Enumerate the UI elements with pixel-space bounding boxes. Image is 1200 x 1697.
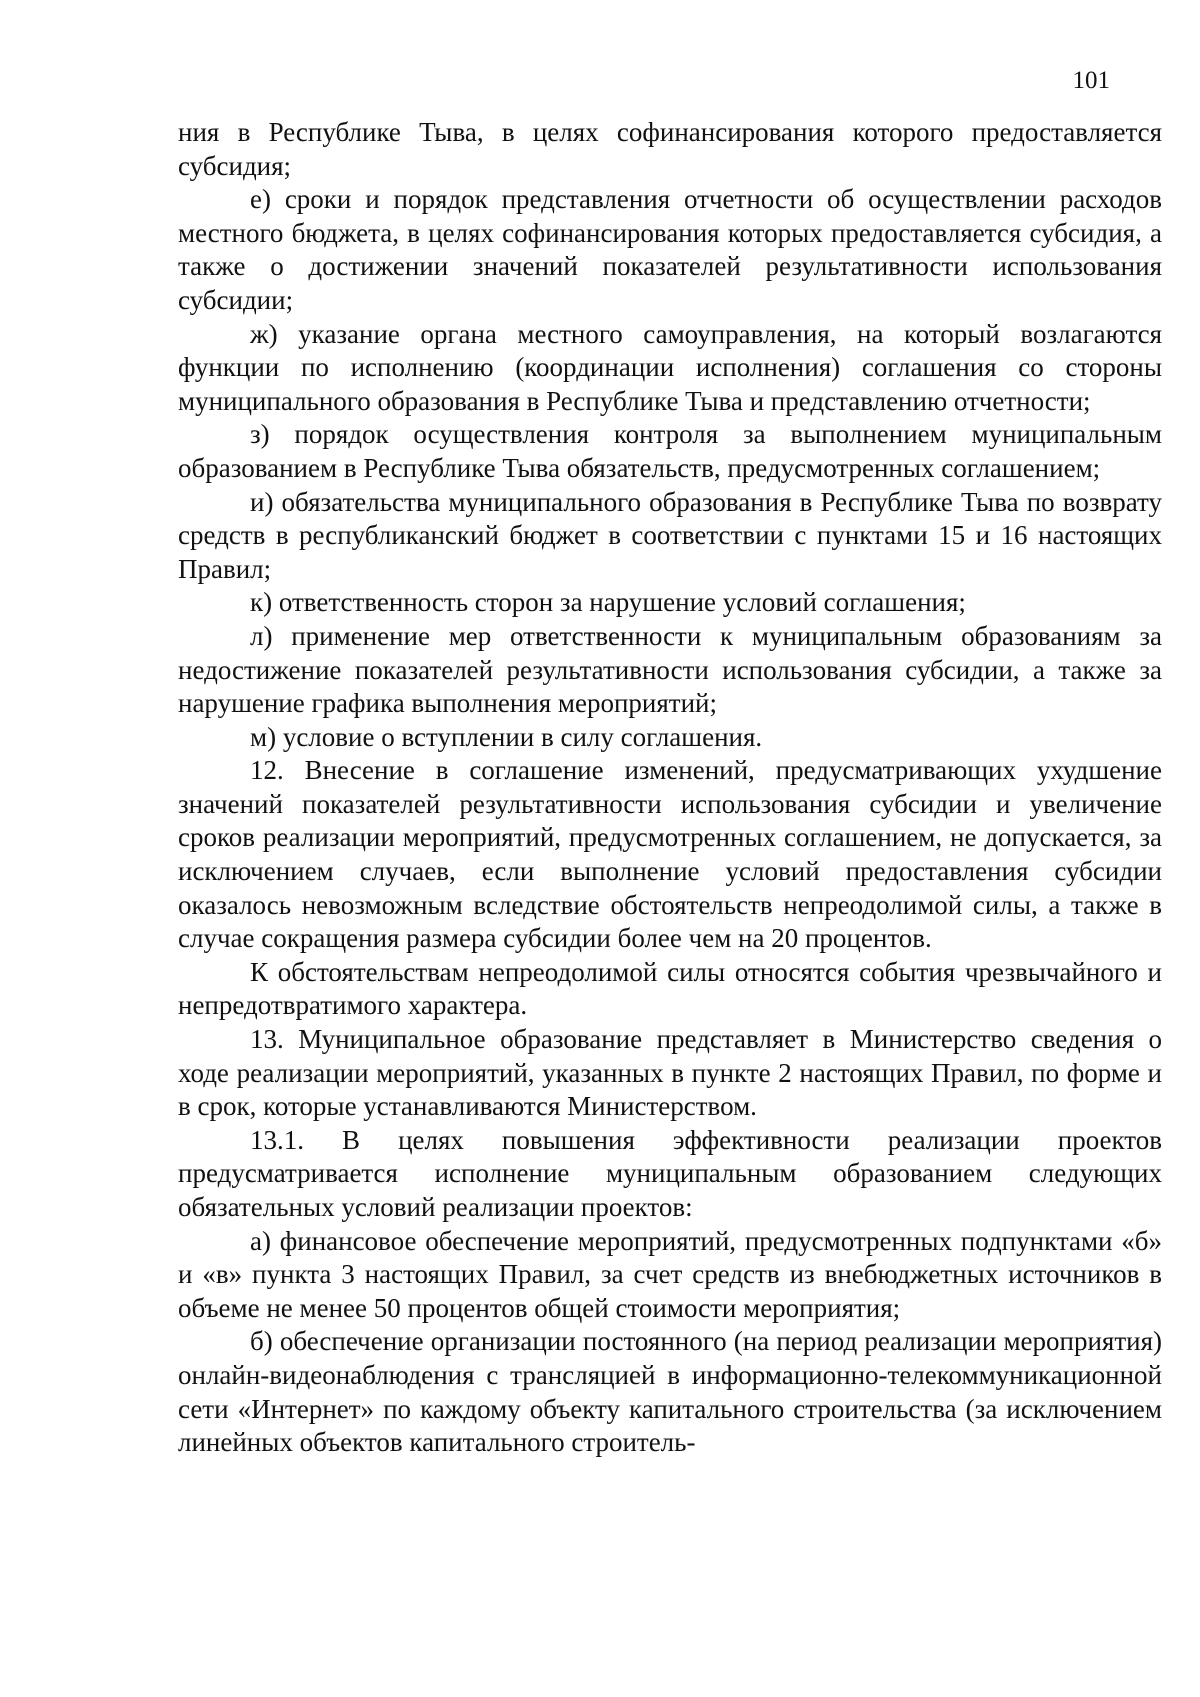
- document-body: [178, 116, 1162, 1460]
- paragraph-force-majeure: К обстоятельствам непреодолимой силы относятся события чрезвычайного и непредотвратимого характера.: [178, 956, 1162, 1021]
- paragraph-item-zh: ж) указание органа местного самоуправления, на который возлагаются функции по исполнению (координации исполнения) соглашения со стороны муниципального образования в Республике Тыва и представлению отчетности;: [178, 318, 1162, 416]
- paragraph-item-l: л) применение мер ответственности к муниципальным образованиям за недостижение показателей результативности использования субсидии, а также за нарушение графика выполнения мероприятий;: [178, 620, 1162, 719]
- paragraph-item-z: з) порядок осуществления контроля за выполнением муниципальным образованием в Республике Тыва обязательств, предусмотренных соглашением;: [178, 419, 1162, 483]
- paragraph-item-k: к) ответственность сторон за нарушение условий соглашения;: [250, 587, 966, 618]
- paragraph-clause-12: 12. Внесение в соглашение изменений, предусматривающих ухудшение значений показателей результативности использования субсидии и увеличение сроков реализации мероприятий, предусмотренных соглашением, не допускается, за исключением случаев, если выполнение условий предоставления субсидии оказалось невозможным вследствие обстоятельств непреодолимой силы, а также в случае сокращения размера субсидии более чем на 20 процентов.: [178, 755, 1162, 954]
- paragraph-clause-13-1: 13.1. В целях повышения эффективности реализации проектов предусматривается исполнение муниципальным образованием следующих обязательных условий реализации проектов:: [178, 1124, 1162, 1222]
- paragraph-item-a: а) финансовое обеспечение мероприятий, предусмотренных подпунктами «б» и «в» пункта 3 настоящих Правил, за счет средств из внебюджетных источников в объеме не менее 50 процентов общей стоимости мероприятия;: [178, 1225, 1162, 1323]
- paragraph-item-b: б) обеспечение организации постоянного (на период реализации мероприятия) онлайн-видеонаблюдения с трансляцией в информационно-телекоммуникационной сети «Интернет» по каждому объекту капитального строительства (за исключением линейных объектов капитального строитель-: [178, 1326, 1162, 1458]
- paragraph-clause-13: 13. Муниципальное образование представляет в Министерство сведения о ходе реализации мероприятий, указанных в пункте 2 настоящих Правил, по форме и в срок, которые устанавливаются Министерством.: [178, 1024, 1162, 1122]
- paragraph-continuation: ния в Республике Тыва, в целях софинансирования которого предоставляется субсидия;: [178, 117, 1162, 181]
- paragraph-item-m: м) условие о вступлении в силу соглашения.: [250, 721, 763, 752]
- paragraph-item-e: е) сроки и порядок представления отчетности об осуществлении расходов местного бюджета, в целях софинансирования которых предоставляется субсидия, а также о достижении значений показателей результативности использования субсидии;: [178, 184, 1162, 315]
- page-number: 101: [1072, 67, 1110, 94]
- paragraph-item-i: и) обязательства муниципального образования в Республике Тыва по возврату средств в республиканский бюджет в соответствии с пунктами 15 и 16 настоящих Правил;: [178, 486, 1162, 584]
